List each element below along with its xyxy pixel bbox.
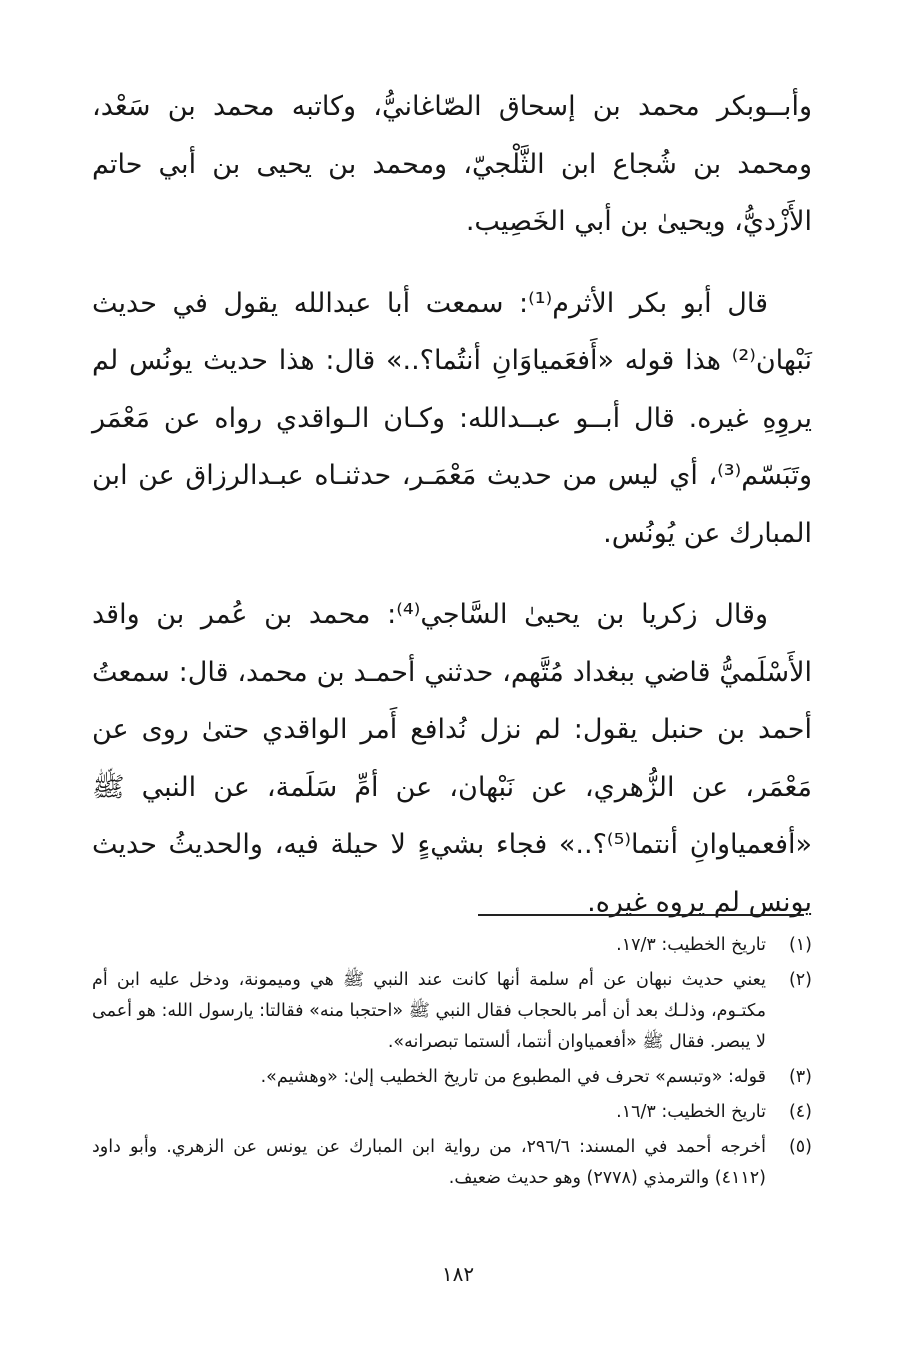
footnote-text: قوله: «وتبسم» تحرف في المطبوع من تاريخ الخطيب إلىٰ: «وهشيم». [260,1067,766,1087]
footnote-text: تاريخ الخطيب: ١٧/٣. [616,935,766,955]
footnote-item [92,1132,812,1194]
footnote-number: (٥) [788,1137,812,1157]
footnote-number: (٢) [788,970,812,990]
footnote-text: تاريخ الخطيب: ١٦/٣. [616,1102,766,1122]
footnote-item [92,930,812,961]
footnote-number: (١) [788,935,812,955]
footnote-item [92,1062,812,1093]
footnote-text: أخرجه أحمد في المسند: ٢٩٦/٦، من رواية ابن المبارك عن يونس عن الزهري. وأبو داود (٤١١٢) والترمذي (٢٧٧٨) وهو حديث ضعيف. [92,1137,766,1188]
footnote-item [92,965,812,1058]
paragraph-athram-report: قال أبو بكر الأثرم⁽¹⁾: سمعت أبا عبدالله يقول في حديث نَبْهان⁽²⁾ هذا قوله «أَفعَمياوَانِ أنتُما؟..» قال: هذا حديث يونُس لم يروِهِ غيره. قال أبــو عبــدالله: وكـان الـواقدي رواه عن مَعْمَر وتَبَسّم⁽³⁾، أي ليس من حديث مَعْمَـر، حدثنـاه عبـدالرزاق عن ابن المبارك عن يُونُس. [92,287,812,549]
paragraph-saji-report: وقال زكريا بن يحيىٰ السَّاجي⁽⁴⁾: محمد بن عُمر بن واقد الأَسْلَميُّ قاضي ببغداد مُتَّهم، حدثني أحمـد بن محمد، قال: سمعتُ أحمد بن حنبل يقول: لم نزل نُدافع أَمر الواقدي حتىٰ روى عن مَعْمَر، عن الزُّهري، عن نَبْهان، عن أمِّ سَلَمة، عن النبي ﷺ «أفعمياوانِ أنتما⁽⁵⁾؟..» فجاء بشيءٍ لا حيلة فيه، والحديثُ حديث يونس لم يروه غيره. [92,599,812,918]
footnote-text: يعني حديث نبهان عن أم سلمة أنها كانت عند النبي ﷺ هي وميمونة، ودخل عليه ابن أم مكتـوم، وذلـك بعد أن أمر بالحجاب فقال النبي ﷺ «احتجبا منه» فقالتا: يارسول الله: هو أعمى لا يبصر. فقال ﷺ «أفعمياوان أنتما، ألستما تبصرانه». [92,970,766,1052]
main-text-body [92,78,812,955]
footnote-divider [478,914,804,916]
footnote-item [92,1097,812,1128]
footnotes-section [92,930,812,1198]
paragraph-narrators: وأبــوبكر محمد بن إسحاق الصّاغانيُّ، وكاتبه محمد بن سَعْد، ومحمد بن شُجاع ابن الثَّلْجيّ، ومحمد بن يحيى بن أبي حاتم الأَزْديُّ، ويحيىٰ بن أبي الخَصِيب. [92,91,812,237]
footnote-number: (٣) [788,1067,812,1087]
footnote-number: (٤) [788,1102,812,1122]
page-number: ١٨٢ [441,1262,475,1286]
